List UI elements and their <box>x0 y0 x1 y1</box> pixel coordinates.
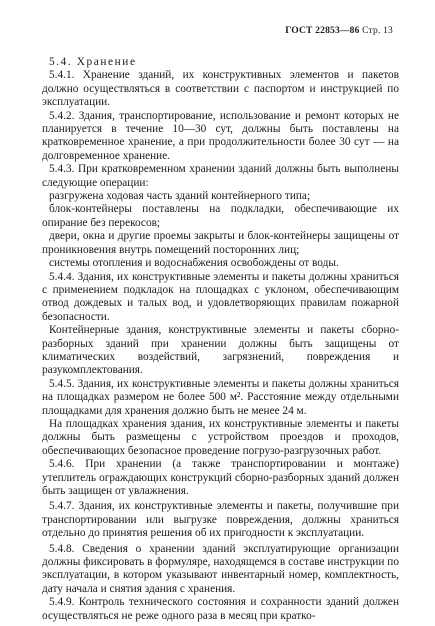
paragraph: 5.4.4. Здания, их конструктивные элементы и пакеты должны храниться с применением подкладок на площадках с уклоном, обеспечивающим отвод дождевых и талых вод, и удовлетворяющих правилам пожарной безопасности. <box>42 270 399 323</box>
paragraph: На площадках хранения здания, их конструктивные элементы и пакеты должны быть размещены с устройством проездов и проходов, обеспечивающих безопасное проведение погрузо-разгрузочных работ. <box>42 417 399 457</box>
paragraph: 5.4.2. Здания, транспортирование, использование и ремонт которых не планируется в течение 10—30 сут, должны быть поставлены на кратковременное хранение, а при продолжительности более 30 сут — на долговременное хранение. <box>42 109 399 162</box>
paragraph: 5.4.5. Здания, их конструктивные элементы и пакеты должны храниться на площадках размером не более 500 м². Расстояние между отдельными площадками для хранения должно быть не менее 24 м. <box>42 377 399 417</box>
page-header <box>285 26 393 36</box>
list-item: двери, окна и другие проемы закрыты и блок-контейнеры защищены от проникновения внутрь помещений посторонних лиц; <box>42 230 399 256</box>
paragraph: 5.4.9. Контроль технического состояния и сохранности зданий должен осуществляться не реже одного раза в месяц при кратко- <box>42 596 399 622</box>
paragraph: Контейнерные здания, конструктивные элементы и пакеты сборно-разборных зданий при хранении должны быть защищены от климатических воздействий, загрязнений, повреждения и разукомплектования. <box>42 324 399 377</box>
standard-number: ГОСТ 22853—86 <box>285 26 360 36</box>
list-item: системы отопления и водоснабжения освобождены от воды. <box>49 257 339 270</box>
paragraph: 5.4.6. При хранении (а также транспортировании и монтаже) утеплитель ограждающих конструкций сборно-разборных зданий должен быть защищен от увлажнения. <box>42 458 399 497</box>
section-heading: 5.4. Хранение <box>49 56 137 68</box>
section-body <box>42 56 399 623</box>
paragraph: 5.4.7. Здания, их конструктивные элементы и пакеты, получившие при транспортировании или выгрузке повреждения, должны храниться отдельно до принятия решения об их пригодности к эксплуатации. <box>42 500 399 540</box>
page-number: Стр. 13 <box>362 26 393 36</box>
list-item: блок-контейнеры поставлены на подкладки, обеспечивающие их опирание без перекосов; <box>42 203 399 229</box>
paragraph: 5.4.8. Сведения о хранении зданий эксплуатирующие организации должны фиксировать в формуляре, находящемся в составе инструкции по эксплуатации, в котором указывают инвентарный номер, комплектность, дату начала и снятия здания с хранения. <box>42 542 399 595</box>
paragraph: 5.4.3. При кратковременном хранении зданий должны быть выполнены следующие операции: <box>42 163 399 189</box>
list-item: разгружена ходовая часть зданий контейнерного типа; <box>49 190 311 203</box>
paragraph: 5.4.1. Хранение зданий, их конструктивных элементов и пакетов должно осуществляться в соответствии с паспортом и инструкцией по эксплуатации. <box>42 69 399 109</box>
